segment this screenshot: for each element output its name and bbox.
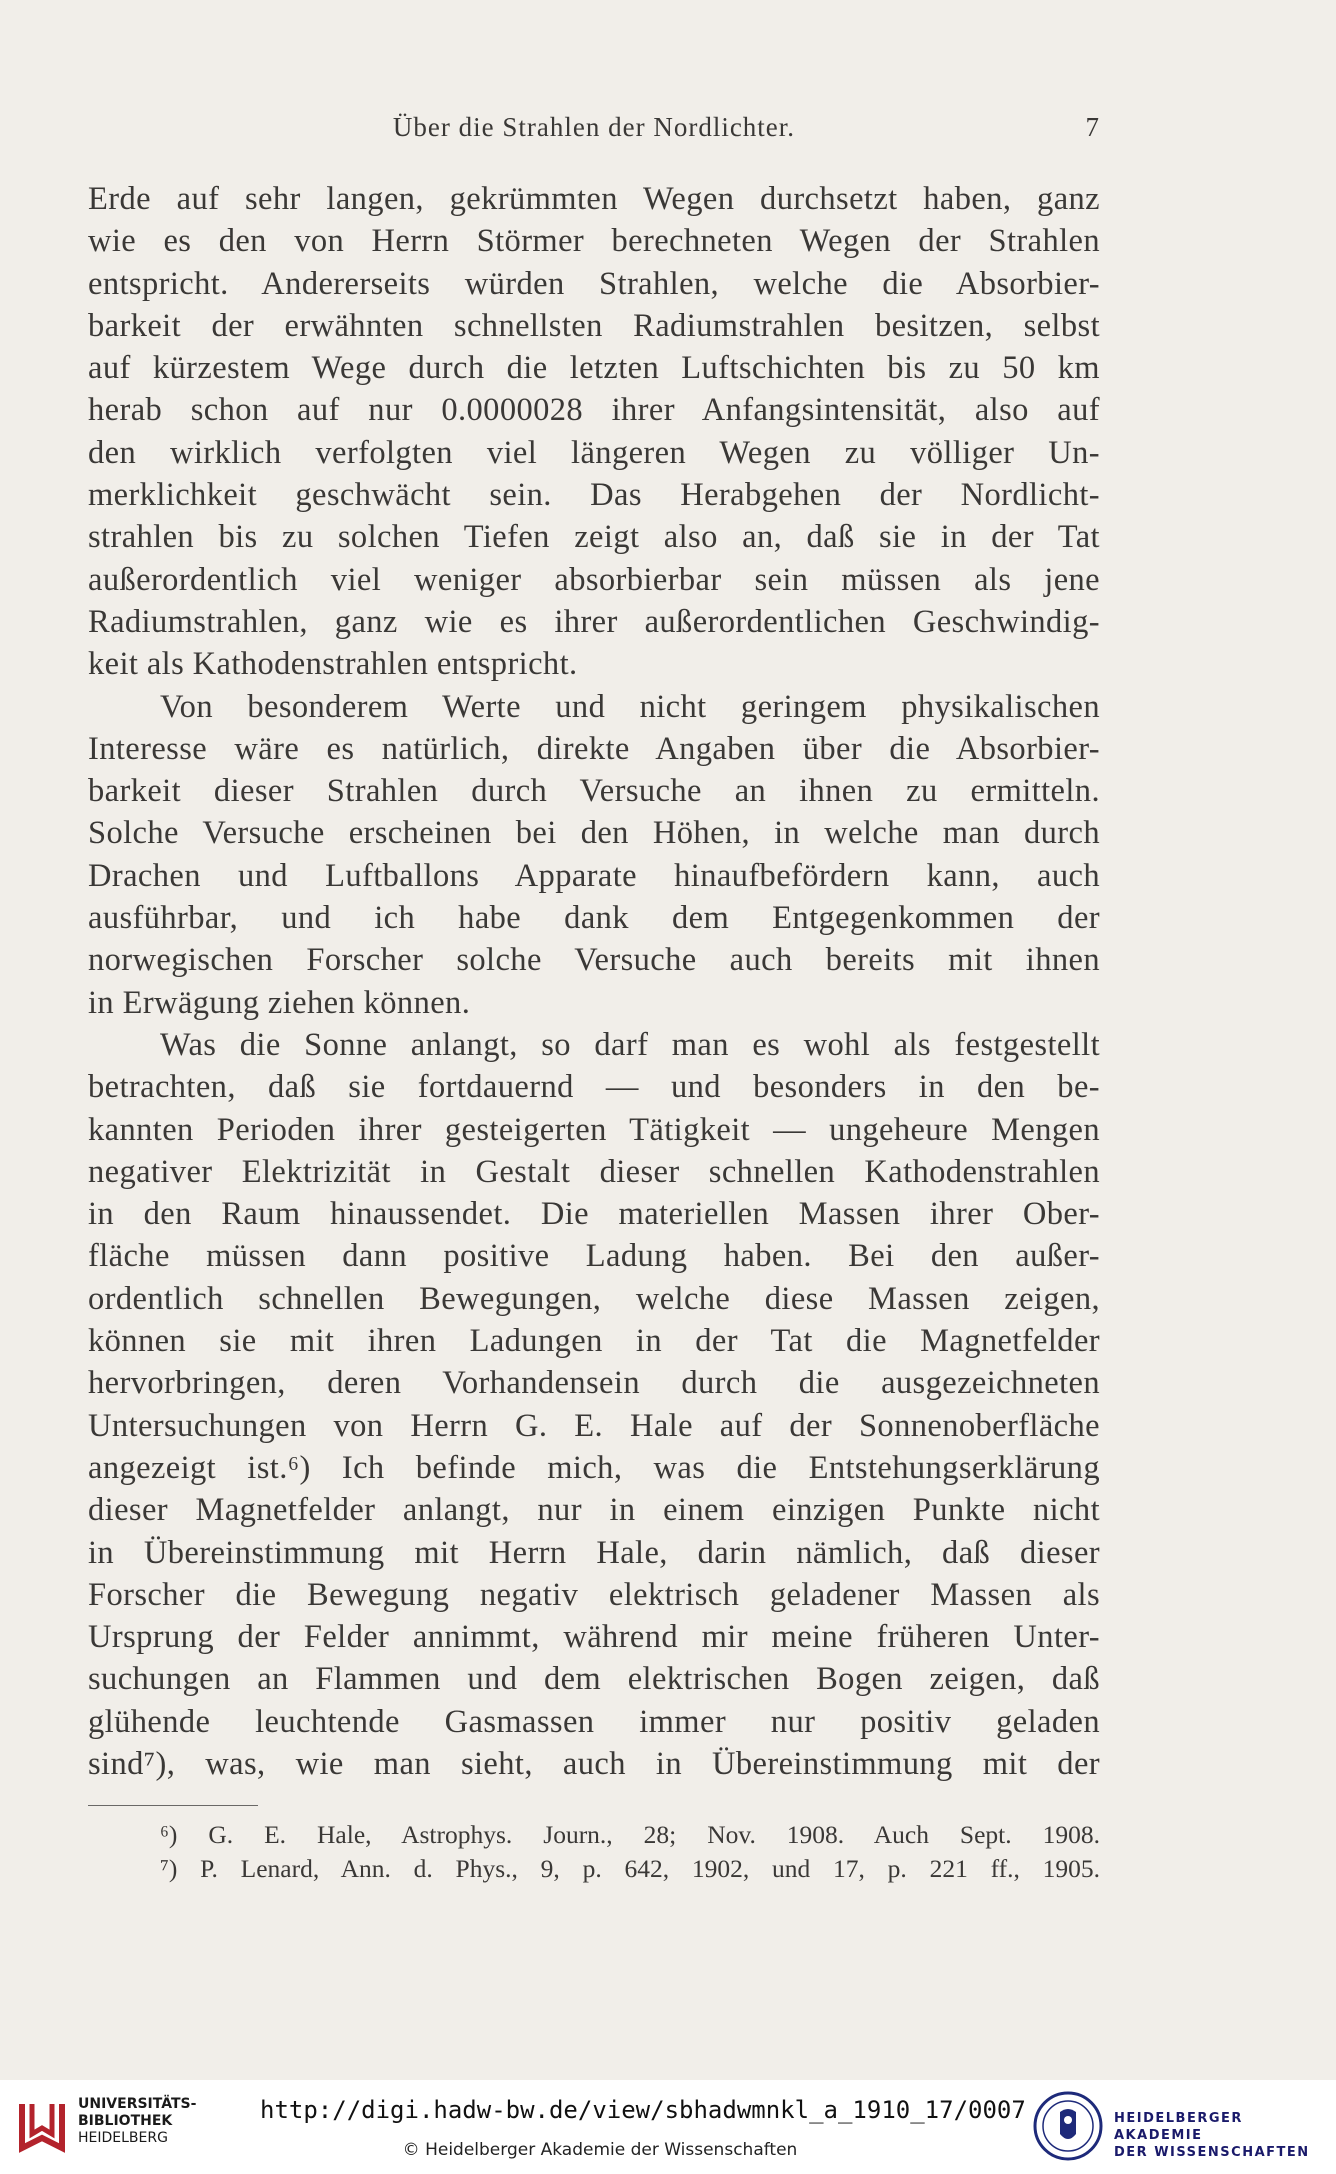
text-line: können sie mit ihren Ladungen in der Tat die Magnetfelder — [88, 1323, 1100, 1360]
text-line: negativer Elektrizität in Gestalt dieser schnellen Kathodenstrahlen — [88, 1153, 1100, 1190]
text-line: merklichkeit geschwächt sein. Das Herabgehen der Nordlicht- — [88, 477, 1100, 514]
text-line: entspricht. Andererseits würden Strahlen, welche die Absorbier- — [88, 265, 1100, 302]
copyright-notice: © Heidelberger Akademie der Wissenschaften — [402, 2140, 798, 2160]
university-library-name: UNIVERSITÄTS- BIBLIOTHEK HEIDELBERG — [78, 2096, 197, 2146]
text-line: Interesse wäre es natürlich, direkte Angaben über die Absorbier- — [88, 730, 1100, 767]
text-line: Erde auf sehr langen, gekrümmten Wegen durchsetzt haben, ganz — [88, 181, 1100, 217]
text-line: Forscher die Bewegung negativ elektrisch geladener Massen als — [88, 1576, 1100, 1613]
academy-name: HEIDELBERGER AKADEMIE DER WISSENSCHAFTEN — [1114, 2111, 1310, 2160]
text-line: Von besonderem Werte und nicht geringem physikalischen — [160, 688, 1100, 725]
text-line: Was die Sonne anlangt, so darf man es wohl als festgestellt — [160, 1026, 1100, 1063]
text-line: herab schon auf nur 0.0000028 ihrer Anfangsintensität, also auf — [88, 392, 1100, 429]
text-line: Drachen und Luftballons Apparate hinaufbefördern kann, auch — [88, 857, 1100, 894]
text-line: sind⁷), was, wie man sieht, auch in Übereinstimmung mit der — [88, 1745, 1100, 1782]
page-number: 7 — [1085, 112, 1100, 142]
text-line: auf kürzestem Wege durch die letzten Luftschichten bis zu 50 km — [88, 350, 1100, 387]
text-line: suchungen an Flammen und dem elektrischen Bogen zeigen, daß — [88, 1661, 1100, 1698]
running-title: Über die Strahlen der Nordlichter. — [392, 112, 796, 142]
footnote-divider — [88, 1805, 258, 1806]
text-line: norwegischen Forscher solche Versuche auch bereits mit ihnen — [88, 942, 1100, 979]
text-line: ordentlich schnellen Bewegungen, welche diese Massen zeigen, — [88, 1280, 1100, 1317]
text-line: ausführbar, und ich habe dank dem Entgegenkommen der — [88, 900, 1100, 937]
text-line: hervorbringen, deren Vorhandensein durch die ausgezeichneten — [88, 1365, 1100, 1402]
text-line: in Erwägung ziehen können. — [88, 984, 471, 1021]
text-line: dieser Magnetfelder anlangt, nur in einem einzigen Punkte nicht — [88, 1492, 1100, 1529]
text-line: barkeit dieser Strahlen durch Versuche an ihnen zu ermitteln. — [88, 773, 1100, 810]
text-line: Radiumstrahlen, ganz wie es ihrer außerordentlichen Geschwindig- — [88, 603, 1100, 640]
text-line: betrachten, daß sie fortdauernd — und besonders in den be- — [88, 1069, 1100, 1106]
footnotes — [88, 1818, 1100, 1886]
text-line: barkeit der erwähnten schnellsten Radiumstrahlen besitzen, selbst — [88, 307, 1100, 344]
digitization-footer — [0, 2080, 1336, 2174]
running-head — [88, 112, 1100, 152]
text-line: fläche müssen dann positive Ladung haben. Bei den außer- — [88, 1238, 1100, 1275]
footnote: ⁷) P. Lenard, Ann. d. Phys., 9, p. 642, 1902, und 17, p. 221 ff., 1905. — [160, 1854, 1100, 1883]
text-line: glühende leuchtende Gasmassen immer nur positiv geladen — [88, 1703, 1100, 1740]
footnote: ⁶) G. E. Hale, Astrophys. Journ., 28; Nov. 1908. Auch Sept. 1908. — [160, 1820, 1100, 1849]
text-line: Ursprung der Felder annimmt, während mir meine früheren Unter- — [88, 1619, 1100, 1656]
body-text — [88, 178, 1100, 1785]
academy-seal-icon — [1032, 2090, 1104, 2162]
text-line: keit als Kathodenstrahlen entspricht. — [88, 646, 578, 683]
text-line: kannten Perioden ihrer gesteigerten Tätigkeit — ungeheure Mengen — [88, 1111, 1100, 1148]
text-line: in Übereinstimmung mit Herrn Hale, darin nämlich, daß dieser — [88, 1534, 1100, 1571]
text-line: Untersuchungen von Herrn G. E. Hale auf der Sonnenoberfläche — [88, 1407, 1100, 1444]
text-line: außerordentlich viel weniger absorbierbar sein müssen als jene — [88, 561, 1100, 598]
text-line: wie es den von Herrn Störmer berechneten Wegen der Strahlen — [88, 223, 1100, 260]
source-url-link[interactable]: http://digi.hadw-bw.de/view/sbhadwmnkl_a_1910_17/0007 — [260, 2096, 1026, 2124]
text-line: den wirklich verfolgten viel längeren Wegen zu völliger Un- — [88, 434, 1100, 471]
text-line: in den Raum hinaussendet. Die materiellen Massen ihrer Ober- — [88, 1196, 1100, 1233]
text-line: angezeigt ist.⁶) Ich befinde mich, was die Entstehungserklärung — [88, 1449, 1100, 1486]
text-line: strahlen bis zu solchen Tiefen zeigt also an, daß sie in der Tat — [88, 519, 1100, 556]
text-line: Solche Versuche erscheinen bei den Höhen, in welche man durch — [88, 815, 1100, 852]
university-library-logo-icon — [12, 2090, 72, 2162]
